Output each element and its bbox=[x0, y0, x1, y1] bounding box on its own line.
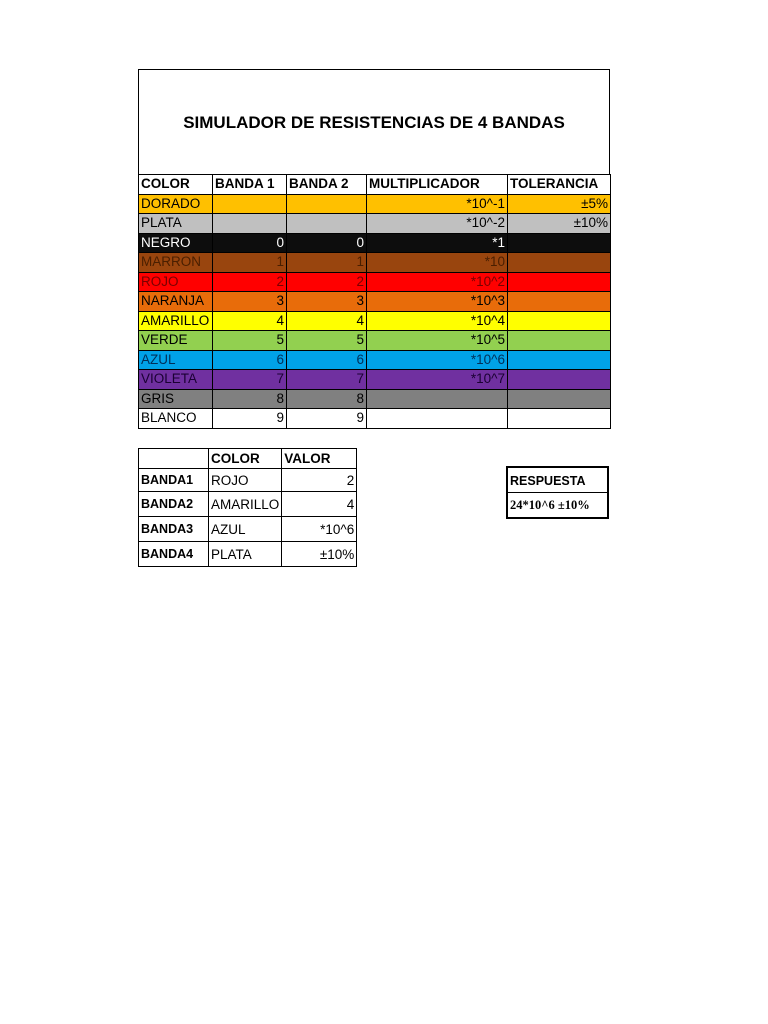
cell-banda-2[interactable]: 7 bbox=[287, 370, 367, 390]
band-label[interactable]: BANDA3 bbox=[139, 517, 209, 542]
cell-color[interactable]: GRIS bbox=[139, 389, 213, 409]
cell-banda-1[interactable] bbox=[213, 214, 287, 234]
cell-banda-2[interactable]: 0 bbox=[287, 233, 367, 253]
cell-banda-1[interactable]: 1 bbox=[213, 253, 287, 273]
sheet-title: SIMULADOR DE RESISTENCIAS DE 4 BANDAS bbox=[183, 113, 565, 132]
cell-color[interactable]: NARANJA bbox=[139, 292, 213, 312]
cell-tolerancia[interactable] bbox=[508, 292, 611, 312]
table-row bbox=[139, 272, 611, 292]
band-label[interactable]: BANDA2 bbox=[139, 492, 209, 517]
answer-box bbox=[506, 466, 609, 519]
cell-tolerancia[interactable] bbox=[508, 350, 611, 370]
cell-tolerancia[interactable]: ±10% bbox=[508, 214, 611, 234]
cell-multiplicador[interactable]: *10^6 bbox=[367, 350, 508, 370]
band-value[interactable]: *10^6 bbox=[282, 517, 357, 542]
cell-banda-1[interactable]: 8 bbox=[213, 389, 287, 409]
result-header-blank[interactable] bbox=[139, 449, 209, 469]
cell-tolerancia[interactable] bbox=[508, 272, 611, 292]
cell-banda-1[interactable]: 3 bbox=[213, 292, 287, 312]
color-code-body bbox=[139, 194, 611, 428]
selected-bands-table bbox=[138, 448, 357, 567]
table-row bbox=[139, 233, 611, 253]
table-row bbox=[139, 253, 611, 273]
cell-tolerancia[interactable] bbox=[508, 331, 611, 351]
cell-banda-1[interactable]: 9 bbox=[213, 409, 287, 429]
cell-color[interactable]: VERDE bbox=[139, 331, 213, 351]
cell-color[interactable]: PLATA bbox=[139, 214, 213, 234]
cell-multiplicador[interactable] bbox=[367, 389, 508, 409]
band-value[interactable]: ±10% bbox=[282, 542, 357, 567]
header-color[interactable]: COLOR bbox=[139, 175, 213, 195]
cell-banda-2[interactable]: 1 bbox=[287, 253, 367, 273]
table-row bbox=[139, 542, 357, 567]
band-color-input[interactable]: PLATA bbox=[209, 542, 282, 567]
cell-tolerancia[interactable] bbox=[508, 409, 611, 429]
cell-tolerancia[interactable] bbox=[508, 370, 611, 390]
cell-banda-2[interactable]: 4 bbox=[287, 311, 367, 331]
answer-label[interactable]: RESPUESTA bbox=[508, 468, 607, 493]
cell-banda-1[interactable] bbox=[213, 194, 287, 214]
cell-tolerancia[interactable] bbox=[508, 311, 611, 331]
cell-multiplicador[interactable]: *10^7 bbox=[367, 370, 508, 390]
answer-value[interactable]: 24*10^6 ±10% bbox=[510, 498, 590, 512]
cell-color[interactable]: ROJO bbox=[139, 272, 213, 292]
band-label[interactable]: BANDA1 bbox=[139, 469, 209, 492]
table-row bbox=[139, 409, 611, 429]
cell-banda-1[interactable]: 0 bbox=[213, 233, 287, 253]
band-value[interactable]: 2 bbox=[282, 469, 357, 492]
cell-banda-1[interactable]: 4 bbox=[213, 311, 287, 331]
cell-color[interactable]: NEGRO bbox=[139, 233, 213, 253]
cell-tolerancia[interactable] bbox=[508, 253, 611, 273]
band-color-input[interactable]: AMARILLO bbox=[209, 492, 282, 517]
header-multiplicador[interactable]: MULTIPLICADOR bbox=[367, 175, 508, 195]
table-row bbox=[139, 492, 357, 517]
cell-banda-2[interactable]: 9 bbox=[287, 409, 367, 429]
cell-color[interactable]: AMARILLO bbox=[139, 311, 213, 331]
cell-multiplicador[interactable] bbox=[367, 409, 508, 429]
cell-tolerancia[interactable] bbox=[508, 389, 611, 409]
cell-multiplicador[interactable]: *10^2 bbox=[367, 272, 508, 292]
table-row bbox=[139, 370, 611, 390]
cell-banda-2[interactable]: 5 bbox=[287, 331, 367, 351]
table-row bbox=[139, 517, 357, 542]
table-row bbox=[139, 311, 611, 331]
cell-multiplicador[interactable]: *10^5 bbox=[367, 331, 508, 351]
result-header-color[interactable]: COLOR bbox=[209, 449, 282, 469]
header-banda-2[interactable]: BANDA 2 bbox=[287, 175, 367, 195]
table-row bbox=[139, 214, 611, 234]
cell-color[interactable]: AZUL bbox=[139, 350, 213, 370]
cell-banda-2[interactable] bbox=[287, 214, 367, 234]
cell-banda-1[interactable]: 7 bbox=[213, 370, 287, 390]
cell-banda-2[interactable]: 6 bbox=[287, 350, 367, 370]
table-row bbox=[139, 292, 611, 312]
cell-banda-2[interactable] bbox=[287, 194, 367, 214]
cell-color[interactable]: VIOLETA bbox=[139, 370, 213, 390]
result-header-valor[interactable]: VALOR bbox=[282, 449, 357, 469]
cell-color[interactable]: BLANCO bbox=[139, 409, 213, 429]
title-cell[interactable] bbox=[138, 69, 610, 174]
table-row bbox=[139, 469, 357, 492]
band-value[interactable]: 4 bbox=[282, 492, 357, 517]
cell-banda-1[interactable]: 5 bbox=[213, 331, 287, 351]
cell-banda-2[interactable]: 8 bbox=[287, 389, 367, 409]
cell-multiplicador[interactable]: *1 bbox=[367, 233, 508, 253]
cell-multiplicador[interactable]: *10^-2 bbox=[367, 214, 508, 234]
result-header-row bbox=[139, 449, 357, 469]
band-label[interactable]: BANDA4 bbox=[139, 542, 209, 567]
color-code-header-row bbox=[139, 175, 611, 195]
cell-tolerancia[interactable]: ±5% bbox=[508, 194, 611, 214]
cell-banda-2[interactable]: 2 bbox=[287, 272, 367, 292]
cell-multiplicador[interactable]: *10^4 bbox=[367, 311, 508, 331]
cell-banda-1[interactable]: 2 bbox=[213, 272, 287, 292]
cell-tolerancia[interactable] bbox=[508, 233, 611, 253]
band-color-input[interactable]: AZUL bbox=[209, 517, 282, 542]
header-banda-1[interactable]: BANDA 1 bbox=[213, 175, 287, 195]
table-row bbox=[139, 389, 611, 409]
band-color-input[interactable]: ROJO bbox=[209, 469, 282, 492]
cell-multiplicador[interactable]: *10 bbox=[367, 253, 508, 273]
header-tolerancia[interactable]: TOLERANCIA bbox=[508, 175, 611, 195]
table-row bbox=[139, 194, 611, 214]
table-row bbox=[139, 331, 611, 351]
table-row bbox=[139, 350, 611, 370]
resistor-code-sheet bbox=[138, 69, 610, 429]
cell-color[interactable]: DORADO bbox=[139, 194, 213, 214]
cell-color[interactable]: MARRON bbox=[139, 253, 213, 273]
cell-multiplicador[interactable]: *10^-1 bbox=[367, 194, 508, 214]
cell-banda-2[interactable]: 3 bbox=[287, 292, 367, 312]
cell-multiplicador[interactable]: *10^3 bbox=[367, 292, 508, 312]
cell-banda-1[interactable]: 6 bbox=[213, 350, 287, 370]
color-code-table bbox=[138, 174, 611, 429]
